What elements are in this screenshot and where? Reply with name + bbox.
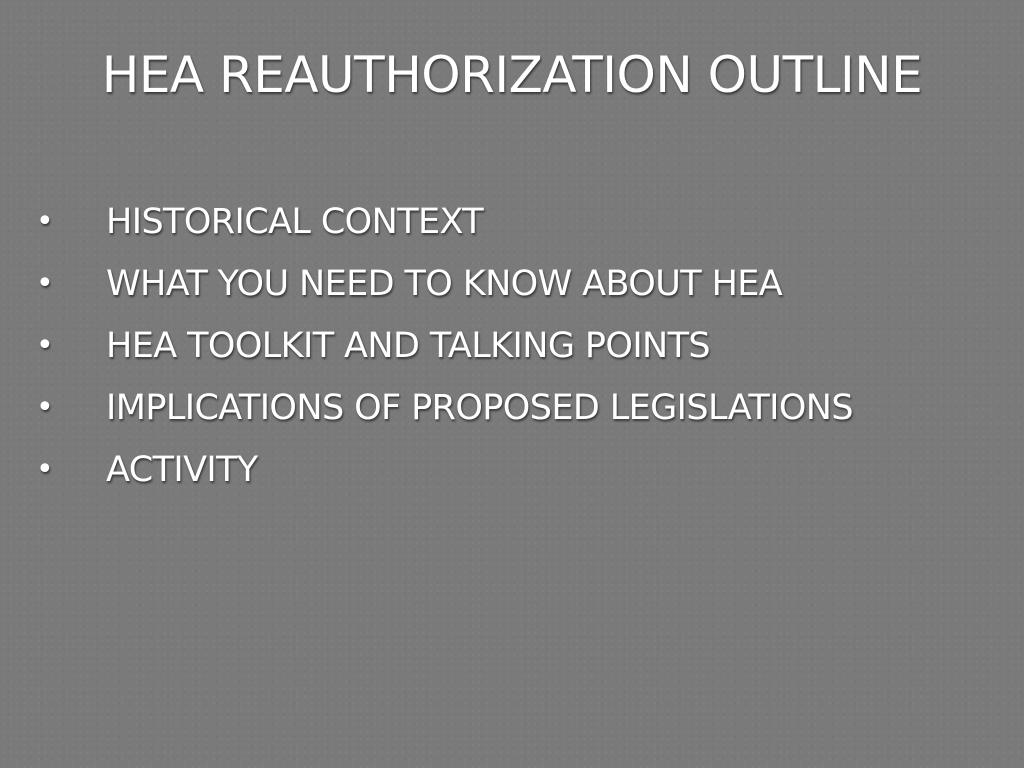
list-item-text: HISTORICAL CONTEXT <box>106 202 484 242</box>
list-item <box>0 317 1024 379</box>
list-item-text: WHAT YOU NEED TO KNOW ABOUT HEA <box>106 264 783 304</box>
bullet-icon: • <box>36 328 54 363</box>
bullet-icon: • <box>36 390 54 425</box>
bullet-icon: • <box>36 452 54 487</box>
list-item <box>0 255 1024 317</box>
slide-title: HEA REAUTHORIZATION OUTLINE <box>101 46 923 104</box>
bullet-icon: • <box>36 266 54 301</box>
list-item <box>0 379 1024 441</box>
list-item-text: ACTIVITY <box>106 450 258 490</box>
list-item <box>0 441 1024 503</box>
bullet-icon: • <box>36 204 54 239</box>
list-item <box>0 193 1024 255</box>
bullet-list <box>0 193 1024 503</box>
list-item-text: HEA TOOLKIT AND TALKING POINTS <box>106 326 711 366</box>
list-item-text: IMPLICATIONS OF PROPOSED LEGISLATIONS <box>106 388 853 428</box>
